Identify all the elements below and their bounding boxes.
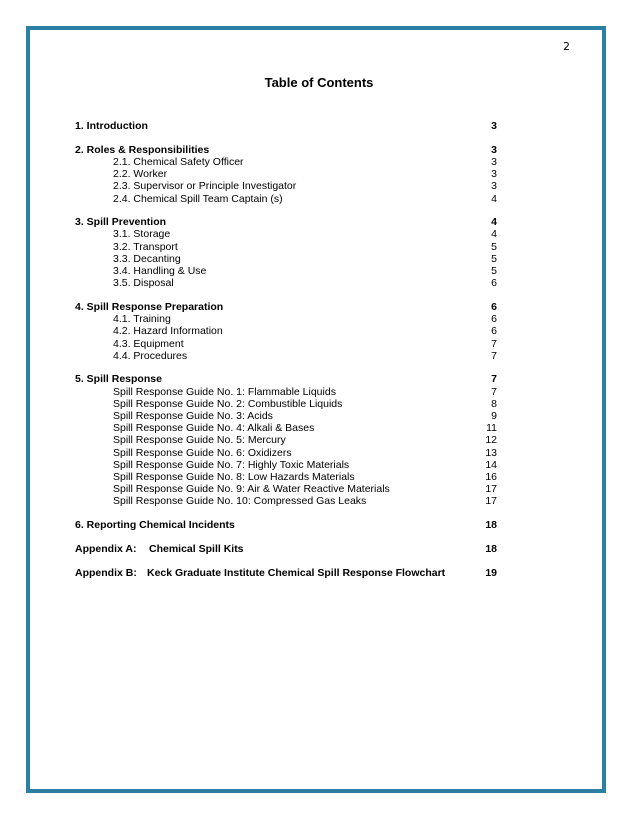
toc-subitem-label: 4.4. Procedures bbox=[113, 349, 188, 362]
toc-subitem-label: 3.1. Storage bbox=[113, 228, 171, 241]
toc-subitem-page: 3 bbox=[491, 155, 497, 168]
toc-subitem-label: Spill Response Guide No. 3: Acids bbox=[113, 410, 273, 422]
toc-subitem-page: 6 bbox=[491, 313, 497, 326]
toc-subitem-page: 7 bbox=[491, 337, 497, 350]
toc-subitem-page: 5 bbox=[491, 265, 497, 277]
toc-subitem-page: 17 bbox=[485, 483, 497, 496]
toc-section-label: 2. Roles & Responsibilities bbox=[75, 143, 210, 156]
toc-subitem-label: 2.1. Chemical Safety Officer bbox=[113, 155, 244, 168]
toc-subitem-page: 16 bbox=[485, 471, 497, 483]
toc-subitem-label: 3.3. Decanting bbox=[113, 252, 181, 265]
toc-subitem-page: 5 bbox=[491, 252, 497, 265]
toc-subitem-label: Spill Response Guide No. 5: Mercury bbox=[113, 434, 286, 447]
toc-subitem[interactable] bbox=[75, 494, 497, 508]
toc-subitem-label: 3.2. Transport bbox=[113, 240, 178, 253]
toc-subitem[interactable] bbox=[75, 276, 497, 290]
toc-section[interactable] bbox=[75, 518, 497, 532]
appendix-prefix: Appendix B: bbox=[75, 566, 137, 579]
toc-subitem-label: Spill Response Guide No. 9: Air & Water Reactive Materials bbox=[113, 483, 390, 496]
toc-appendix[interactable] bbox=[75, 542, 497, 556]
toc-subitem-label: Spill Response Guide No. 4: Alkali & Bases bbox=[113, 422, 315, 435]
toc-subitem-label: 4.3. Equipment bbox=[113, 337, 184, 350]
toc-section-page: 7 bbox=[491, 373, 497, 386]
toc-section-page: 3 bbox=[491, 143, 497, 156]
toc-section-label: 4. Spill Response Preparation bbox=[75, 300, 224, 313]
toc-section-page: 3 bbox=[491, 120, 497, 132]
toc-subitem-page: 17 bbox=[485, 495, 497, 508]
toc-subitem-label: Spill Response Guide No. 7: Highly Toxic Materials bbox=[113, 458, 350, 471]
toc-subitem-page: 8 bbox=[491, 397, 497, 410]
toc-section-page: 6 bbox=[491, 300, 497, 313]
toc-subitem-page: 3 bbox=[491, 180, 497, 193]
toc-appendix[interactable] bbox=[75, 566, 497, 580]
toc-subitem-page: 7 bbox=[491, 385, 497, 398]
toc-subitem-label: 2.2. Worker bbox=[113, 168, 168, 181]
toc-subitem-page: 14 bbox=[485, 458, 497, 471]
toc-subitem-page: 9 bbox=[491, 410, 497, 422]
toc-section-page: 4 bbox=[491, 216, 497, 229]
toc-subitem-label: 4.1. Training bbox=[113, 313, 171, 326]
appendix-title: Chemical Spill Kits bbox=[149, 542, 244, 555]
toc-section-label: 1. Introduction bbox=[75, 120, 148, 132]
toc-subitem-label: Spill Response Guide No. 6: Oxidizers bbox=[113, 446, 292, 459]
toc-subitem-label: 2.4. Chemical Spill Team Captain (s) bbox=[113, 192, 283, 205]
toc-subitem-page: 7 bbox=[491, 349, 497, 362]
page-number: 2 bbox=[563, 40, 570, 53]
toc-section[interactable] bbox=[75, 119, 497, 133]
toc-subitem[interactable] bbox=[75, 349, 497, 363]
toc-section-label: 6. Reporting Chemical Incidents bbox=[75, 519, 235, 532]
toc-subitem-page: 12 bbox=[485, 434, 497, 447]
appendix-title: Keck Graduate Institute Chemical Spill Response Flowchart bbox=[147, 566, 446, 579]
toc-subitem-page: 3 bbox=[491, 168, 497, 181]
appendix-prefix: Appendix A: bbox=[75, 542, 137, 555]
toc-section-label: 3. Spill Prevention bbox=[75, 216, 167, 229]
toc-subitem-label: Spill Response Guide No. 8: Low Hazards Materials bbox=[113, 471, 355, 483]
appendix-page: 19 bbox=[485, 566, 497, 579]
toc-subitem-label: 2.3. Supervisor or Principle Investigator bbox=[113, 180, 297, 193]
appendix-page: 18 bbox=[485, 542, 497, 555]
toc-section-label: 5. Spill Response bbox=[75, 373, 162, 386]
toc-subitem-page: 4 bbox=[491, 228, 497, 241]
toc-subitem[interactable] bbox=[75, 192, 497, 206]
toc-subitem-page: 11 bbox=[486, 422, 497, 435]
toc-section-page: 18 bbox=[485, 519, 497, 532]
toc-subitem-label: Spill Response Guide No. 1: Flammable Liquids bbox=[113, 385, 336, 398]
toc-subitem-page: 5 bbox=[491, 240, 497, 253]
toc-subitem-label: 4.2. Hazard Information bbox=[113, 325, 223, 338]
toc-title: Table of Contents bbox=[264, 75, 374, 90]
toc-subitem-page: 6 bbox=[491, 325, 497, 338]
toc-subitem-label: 3.4. Handling & Use bbox=[113, 265, 207, 277]
toc-subitem-page: 13 bbox=[485, 446, 497, 459]
toc-subitem-page: 4 bbox=[491, 192, 497, 205]
toc-subitem-label: Spill Response Guide No. 2: Combustible Liquids bbox=[113, 397, 343, 410]
toc-subitem-label: 3.5. Disposal bbox=[113, 277, 174, 290]
toc-subitem-label: Spill Response Guide No. 10: Compressed Gas Leaks bbox=[113, 495, 367, 508]
toc-subitem-page: 6 bbox=[491, 277, 497, 290]
